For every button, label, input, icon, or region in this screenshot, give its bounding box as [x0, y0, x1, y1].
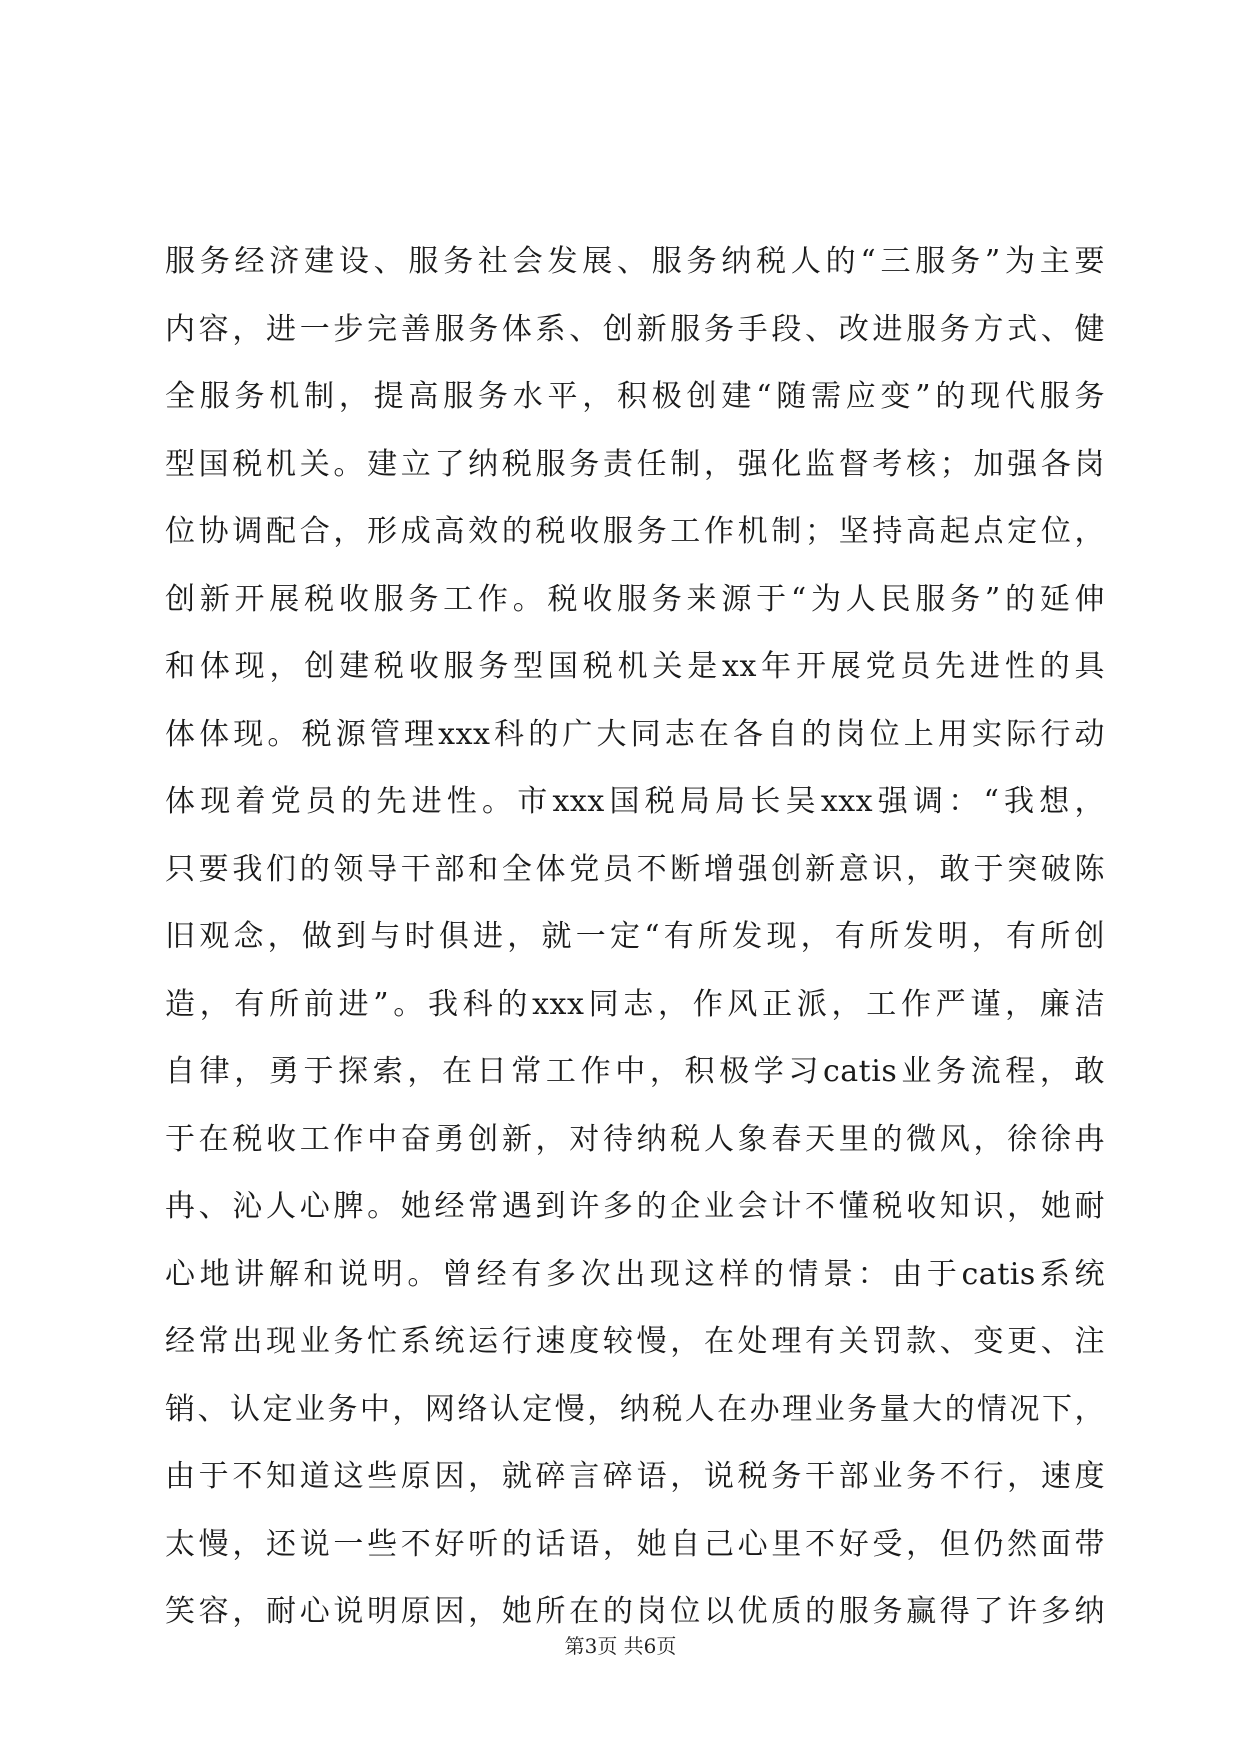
text-line: 和体现，创建税收服务型国税机关是xx年开展党员先进性的具: [165, 649, 1105, 684]
text-line: 体现着党员的先进性。市xxx国税局局长吴xxx强调：“我想，: [165, 784, 1105, 819]
text-line: 创新开展税收服务工作。税收服务来源于“为人民服务”的延伸: [165, 581, 1105, 617]
text-line: 心地讲解和说明。曾经有多次出现这样的情景：由于catis系统: [165, 1256, 1105, 1292]
text-line: 体体现。税源管理xxx科的广大同志在各自的岗位上用实际行动: [165, 716, 1105, 752]
page-number-label: 第3页 共6页: [564, 1634, 677, 1658]
text-line: 服务经济建设、服务社会发展、服务纳税人的“三服务”为主要: [165, 244, 1105, 279]
text-line: 由于不知道这些原因，就碎言碎语，说税务干部业务不行，速度: [165, 1459, 1105, 1494]
text-line: 只要我们的领导干部和全体党员不断增强创新意识，敢于突破陈: [165, 851, 1105, 887]
text-line: 太慢，还说一些不好听的话语，她自己心里不好受，但仍然面带: [165, 1526, 1105, 1562]
page-footer: [0, 1634, 1241, 1658]
text-line: 位协调配合，形成高效的税收服务工作机制；坚持高起点定位，: [165, 514, 1105, 549]
body-text: [165, 228, 1105, 1646]
text-line: 自律，勇于探索，在日常工作中，积极学习catis业务流程，敢: [165, 1054, 1105, 1089]
text-line: 冉、沁人心脾。她经常遇到许多的企业会计不懂税收知识，她耐: [165, 1189, 1105, 1224]
text-line: 销、认定业务中，网络认定慢，纳税人在办理业务量大的情况下，: [165, 1391, 1105, 1427]
text-line: 全服务机制，提高服务水平，积极创建“随需应变”的现代服务: [165, 379, 1105, 414]
text-line: 笑容，耐心说明原因，她所在的岗位以优质的服务赢得了许多纳: [165, 1594, 1105, 1629]
text-line: 经常出现业务忙系统运行速度较慢，在处理有关罚款、变更、注: [165, 1324, 1105, 1359]
text-line: 旧观念，做到与时俱进，就一定“有所发现，有所发明，有所创: [165, 919, 1105, 954]
text-line: 造，有所前进”。我科的xxx同志，作风正派，工作严谨，廉洁: [165, 986, 1105, 1022]
text-line: 型国税机关。建立了纳税服务责任制，强化监督考核；加强各岗: [165, 446, 1105, 482]
text-line: 内容，进一步完善服务体系、创新服务手段、改进服务方式、健: [165, 311, 1105, 347]
text-line: 于在税收工作中奋勇创新，对待纳税人象春天里的微风，徐徐冉: [165, 1121, 1105, 1157]
